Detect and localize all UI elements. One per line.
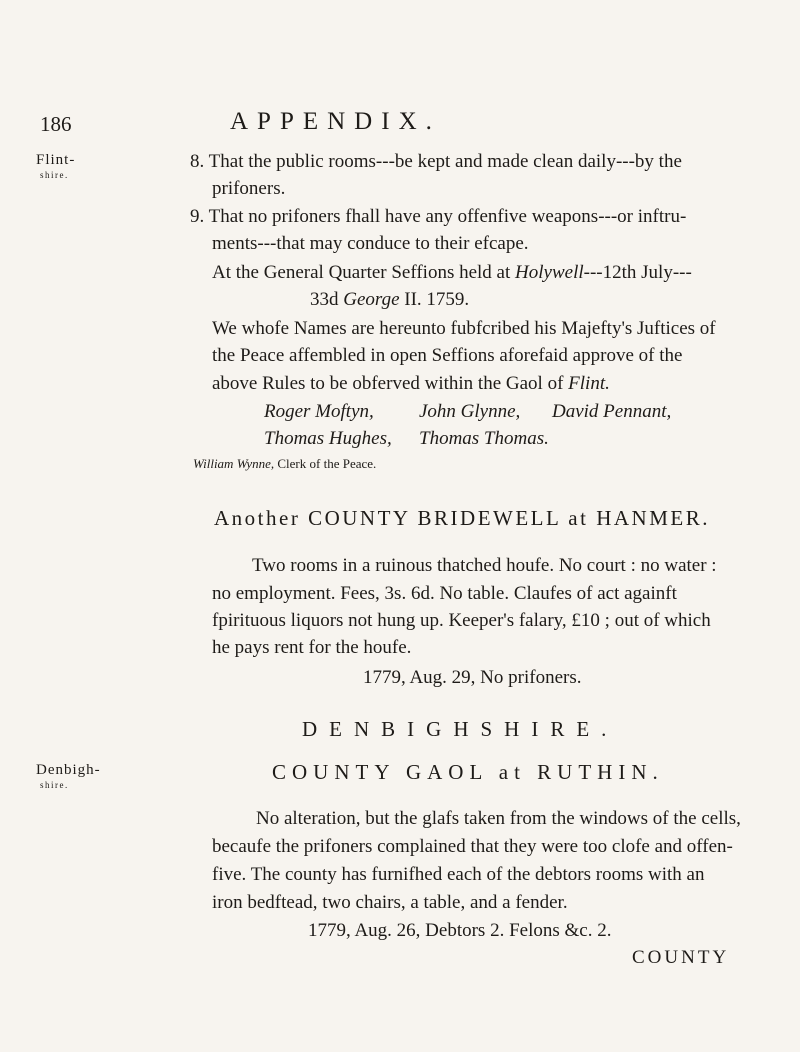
signature-david-pennant: David Pennant, bbox=[552, 401, 672, 422]
margin-flint: Flint- bbox=[36, 152, 76, 168]
signature-thomas-thomas: Thomas Thomas. bbox=[419, 428, 549, 449]
sessions-line-2: 33d George II. 1759. bbox=[310, 289, 470, 310]
ruthin-visit-date: 1779, Aug. 26, Debtors 2. Felons &c. 2. bbox=[308, 920, 612, 941]
margin-denbigh: Denbigh- bbox=[36, 762, 101, 778]
ruthin-gaol-heading: COUNTY GAOL at RUTHIN. bbox=[272, 760, 664, 784]
signature-john-glynne: John Glynne, bbox=[419, 401, 521, 422]
bridewell-line-2: no employment. Fees, 3s. 6d. No table. Claufes of act againft bbox=[212, 583, 677, 604]
sessions-line-1: At the General Quarter Seffions held at Holywell---12th July--- bbox=[212, 262, 692, 283]
bridewell-line-1: Two rooms in a ruinous thatched houfe. No court : no water : bbox=[252, 555, 717, 576]
bridewell-line-4: he pays rent for the houfe. bbox=[212, 637, 412, 658]
rule-9-line-2: ments---that may conduce to their efcape. bbox=[212, 233, 529, 254]
rule-8-line-2: prifoners. bbox=[212, 178, 286, 199]
ruthin-line-2: becaufe the prifoners complained that they were too clofe and offen- bbox=[212, 836, 733, 857]
margin-shire: shire. bbox=[40, 170, 69, 180]
catchword: COUNTY bbox=[632, 947, 730, 968]
county-heading-denbighshire: DENBIGHSHIRE. bbox=[302, 717, 619, 741]
bridewell-line-3: fpirituous liquors not hung up. Keeper's falary, £10 ; out of which bbox=[212, 610, 711, 631]
margin-shire-2: shire. bbox=[40, 780, 69, 790]
signature-thomas-hughes: Thomas Hughes, bbox=[264, 428, 392, 449]
approval-line-2: the Peace affembled in open Seffions aforefaid approve of the bbox=[212, 345, 683, 366]
margin-note-flintshire bbox=[36, 153, 75, 183]
rule-8-line-1: 8. That the public rooms---be kept and made clean daily---by the bbox=[190, 151, 682, 172]
clerk-of-peace: William Wynne, Clerk of the Peace. bbox=[193, 456, 377, 471]
approval-line-3: above Rules to be obferved within the Gaol of Flint. bbox=[212, 373, 610, 394]
bridewell-heading: Another COUNTY BRIDEWELL at HANMER. bbox=[214, 506, 710, 530]
approval-line-1: We whofe Names are hereunto fubfcribed his Majefty's Juftices of bbox=[212, 318, 716, 339]
ruthin-line-1: No alteration, but the glafs taken from the windows of the cells, bbox=[256, 808, 741, 829]
ruthin-line-4: iron bedftead, two chairs, a table, and a fender. bbox=[212, 892, 568, 913]
margin-note-denbighshire bbox=[36, 763, 101, 793]
rule-9-line-1: 9. That no prifoners fhall have any offenfive weapons---or inftru- bbox=[190, 206, 687, 227]
ruthin-line-3: five. The county has furnifhed each of the debtors rooms with an bbox=[212, 864, 705, 885]
signature-roger-mostyn: Roger Moftyn, bbox=[264, 401, 374, 422]
bridewell-visit-date: 1779, Aug. 29, No prifoners. bbox=[363, 667, 582, 688]
page-number: 186 bbox=[40, 112, 72, 136]
running-header: APPENDIX. bbox=[230, 108, 441, 135]
